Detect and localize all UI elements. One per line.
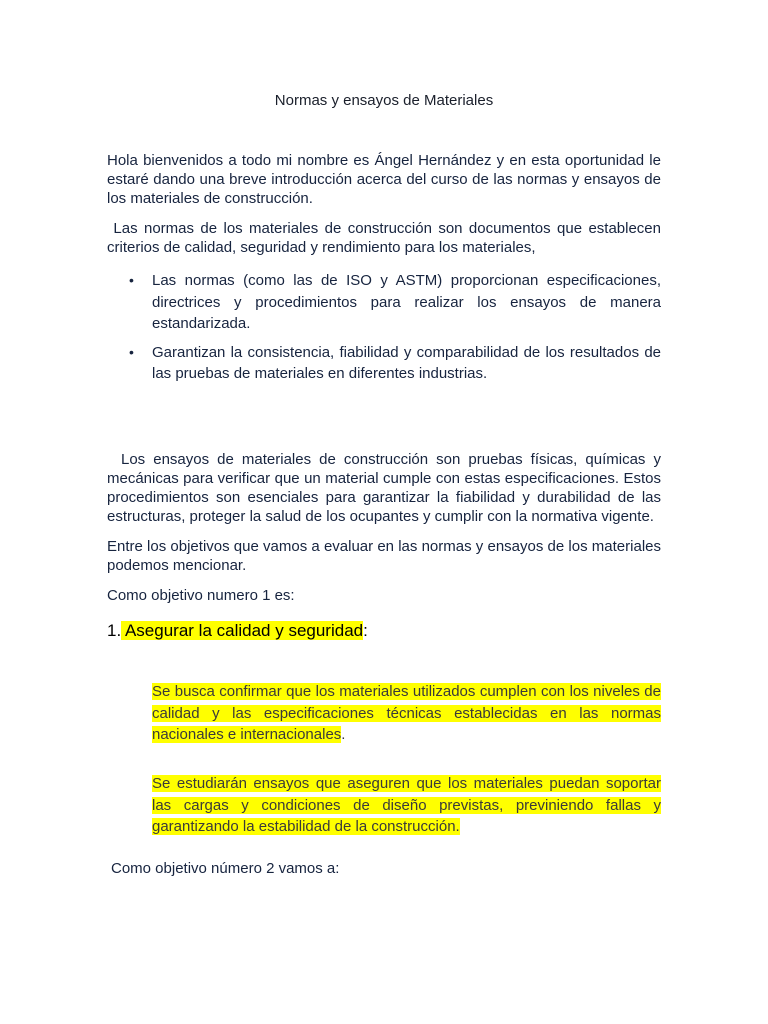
normas-bullet-list xyxy=(107,270,661,392)
objetivo1-number: 1. xyxy=(107,621,122,640)
objetivo1-intro: Como objetivo numero 1 es: xyxy=(107,587,295,604)
list-item xyxy=(107,270,661,335)
objetivo1-point-2 xyxy=(152,773,661,838)
objetivos-paragraph: Entre los objetivos que vamos a evaluar en las normas y ensayos de los materiales podemos mencionar. xyxy=(107,538,661,574)
objetivo1-point-1 xyxy=(152,681,661,746)
point-tail: . xyxy=(341,726,346,743)
objetivo1-heading-text: Asegurar la calidad y seguridad xyxy=(121,621,364,640)
normas-paragraph: Las normas de los materiales de construcción son documentos que establecen criterios de calidad, seguridad y rendimiento para los materiales, xyxy=(107,220,666,256)
objetivo2-intro: Como objetivo número 2 vamos a: xyxy=(111,860,340,877)
bullet-icon: • xyxy=(129,343,134,360)
objetivo1-heading xyxy=(107,620,368,641)
ensayos-text: Los ensayos de materiales de construcción son pruebas físicas, químicas y mecánicas para verificar que un material cumple con estas especificaciones. Estos procedimientos son esenciales para garantizar la fiabilidad y durabilidad de las estructuras, proteger la salud de los ocupantes y cumplir con la normativa vigente. xyxy=(107,451,661,525)
bullet-text: Garantizan la consistencia, fiabilidad y comparabilidad de los resultados de las pruebas de materiales en diferentes industrias. xyxy=(152,343,661,382)
ensayos-paragraph xyxy=(107,450,661,526)
objetivo1-colon: : xyxy=(363,621,368,640)
list-item xyxy=(107,342,661,385)
bullet-text: Las normas (como las de ISO y ASTM) proporcionan especificaciones, directrices y procedimientos para realizar los ensayos de manera estandarizada. xyxy=(152,272,661,332)
bullet-icon: • xyxy=(129,272,134,288)
highlighted-text: Se estudiarán ensayos que aseguren que los materiales puedan soportar las cargas y condiciones de diseño previstas, previniendo fallas y garantizando la estabilidad de la construcción. xyxy=(152,775,661,835)
highlighted-text: Se busca confirmar que los materiales utilizados cumplen con los niveles de calidad y las especificaciones técnicas establecidas en las normas nacionales e internacionales xyxy=(152,683,661,743)
intro-paragraph: Hola bienvenidos a todo mi nombre es Ángel Hernández y en esta oportunidad le estaré dando una breve introducción acerca del curso de las normas y ensayos de los materiales de construcción. xyxy=(107,152,661,207)
document-title: Normas y ensayos de Materiales xyxy=(274,92,494,109)
